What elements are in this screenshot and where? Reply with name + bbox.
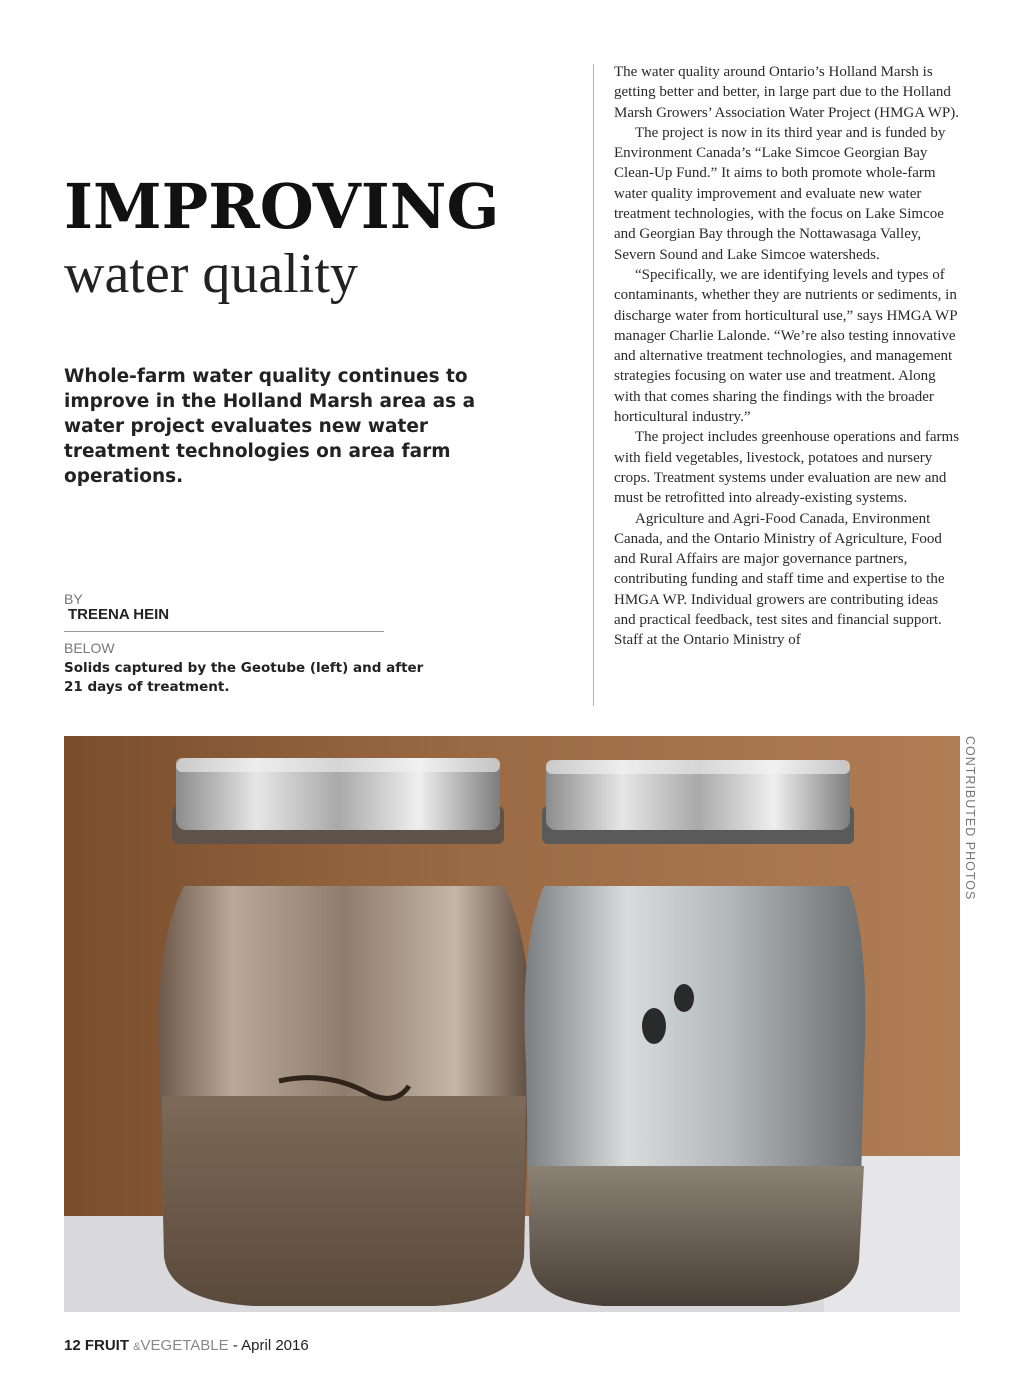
- body-paragraph: The project is now in its third year and is funded by Environment Canada’s “Lake Simcoe Georgian Bay Clean-Up Fund.” It aims to both promote whole-farm water quality improvement and evaluate new water treatment technologies, with the focus on Lake Simcoe and Georgian Bay through the Nottawasaga Valley, Severn Sound and Lake Simcoe watersheds.: [614, 124, 946, 263]
- column-divider: [593, 64, 594, 706]
- magazine-name-fruit: FRUIT: [84, 1337, 130, 1354]
- body-paragraph: “Specifically, we are identifying levels and types of contaminants, whether they are nutrients or sediments, in discharge water from horticultural use,” says HMGA WP manager Charlie Lalonde. “We’re also testing innovative and alternative treatment technologies, and management strategies focusing on water use and treatment. Along with that comes sharing the findings with the broader horticultural industry.”: [614, 266, 957, 426]
- caption-line-1: Solids captured by the Geotube (left) and after: [64, 660, 424, 676]
- headline-subtitle: water quality: [64, 243, 358, 305]
- magazine-name-amp: &: [133, 1341, 141, 1353]
- body-paragraph: The water quality around Ontario’s Holland Marsh is getting better and better, in large part due to the Holland Marsh Growers’ Association Water Project (HMGA WP).: [614, 64, 959, 121]
- author-name: TREENA HEIN: [68, 606, 170, 623]
- caption-label: BELOW: [64, 640, 115, 656]
- page-number: 12: [64, 1337, 81, 1354]
- issue-date: - April 2016: [232, 1337, 309, 1354]
- page-footer: [64, 1337, 309, 1354]
- caption-line-2: 21 days of treatment.: [64, 679, 230, 695]
- article-dek: Whole-farm water quality continues to improve in the Holland Marsh area as a water project evaluates new water treatment technologies on area farm operations.: [64, 366, 476, 487]
- mason-jars-photo: [64, 736, 960, 1312]
- body-paragraph: The project includes greenhouse operations and farms with field vegetables, livestock, potatoes and nursery crops. Treatment systems under evaluation are new and must be retrofitted into already-existing systems.: [614, 429, 960, 507]
- magazine-name-vegetable: VEGETABLE: [140, 1337, 229, 1354]
- photo-credit: CONTRIBUTED PHOTOS: [963, 736, 977, 901]
- headline-bold: IMPROVING: [64, 170, 500, 243]
- byline-divider: [64, 631, 384, 632]
- byline-label: BY: [64, 591, 83, 607]
- body-column: [614, 62, 960, 710]
- body-paragraph: Agriculture and Agri-Food Canada, Environment Canada, and the Ontario Ministry of Agriculture, Food and Rural Affairs are major governance partners, contributing funding and staff time and expertise to the HMGA WP. Individual growers are contributing ideas and practical feedback, test sites and financial support. Staff at the Ontario Ministry of: [614, 510, 945, 649]
- photo-caption: [64, 659, 424, 697]
